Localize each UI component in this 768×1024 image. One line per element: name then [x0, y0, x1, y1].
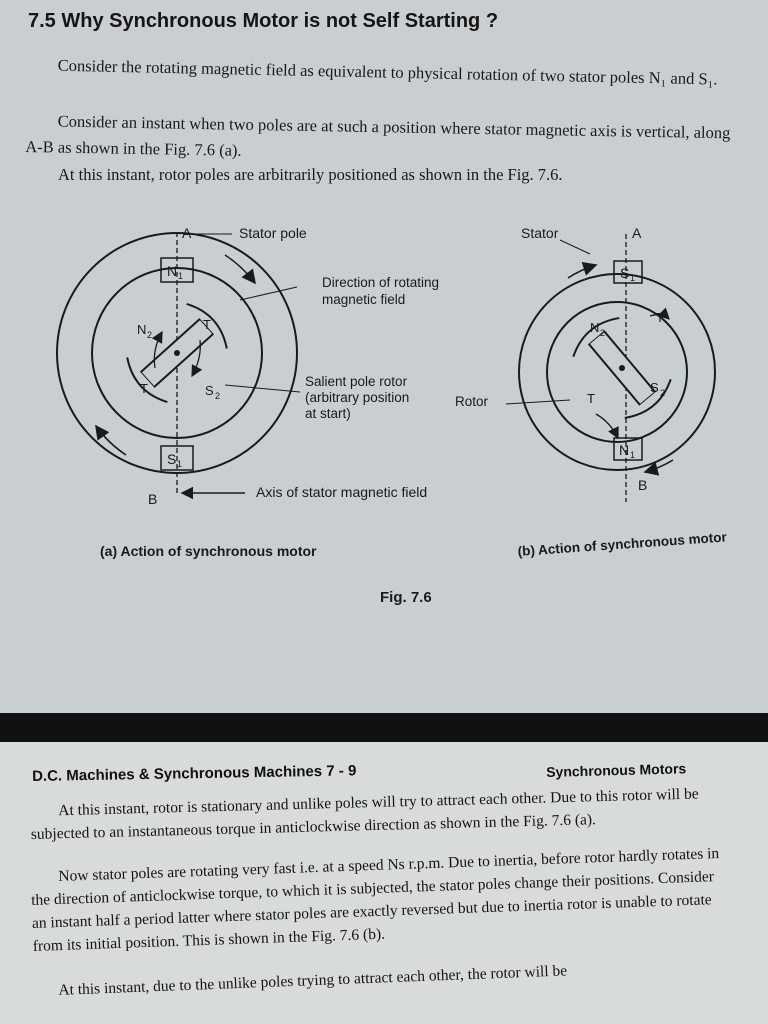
label-salient-3: at start) [305, 406, 351, 421]
sub-n2-b: 2 [600, 328, 606, 338]
field-rotation-arrow-a2 [96, 426, 126, 455]
label-stator: Stator [521, 225, 559, 241]
caption-b: (b) Action of synchronous motor [517, 529, 728, 559]
sub-n1-b: 1 [630, 450, 636, 460]
running-header-left: D.C. Machines & Synchronous Machines 7 - 9 [32, 762, 357, 785]
diagram-a [57, 225, 439, 507]
label-rotor: Rotor [455, 394, 489, 409]
label-a-right: A [632, 225, 642, 241]
page-gap [0, 713, 768, 742]
rotor-centre-a [174, 350, 180, 356]
field-rotation-arrow-b2 [645, 460, 673, 472]
figure-7-6 [0, 200, 768, 620]
label-t2-a: T [140, 381, 148, 396]
sub-n1-a: 1 [178, 271, 184, 281]
label-stator-pole: Stator pole [239, 225, 307, 241]
bottom-paragraph-3: At this instant, due to the unlike poles trying to attract each other, the rotor will be [58, 962, 568, 999]
paragraph-1: Consider the rotating magnetic field as equivalent to physical rotation of two stator poles N₁ and S₁. [57, 55, 718, 89]
sub-n2-a: 2 [147, 330, 153, 340]
bottom-paragraph-2: Now stator poles are rotating very fast i.e. at a speed Ns r.p.m. Due to inertia, before rotor hardly rotates in the direction of anticlockwise torque, to which it is subjected, the stator poles change their positions. Consider an instant half a period latter where stator poles are exactly reversed but due to inertia rotor is unable to rotate from its initial position. This is shown in the Fig. 7.6 (b). [30, 844, 720, 955]
bottom-paragraph-1: At this instant, rotor is stationary and unlike poles will try to attract each other. Due to this rotor will be subjected to an instantaneous torque in anticlockwise direction as shown in the Fig. 7.6 (a). [30, 785, 699, 843]
sub-s1-a: 1 [177, 459, 183, 469]
sub-s2-b: 2 [660, 388, 666, 398]
section-title: 7.5 Why Synchronous Motor is not Self Starting ? [28, 10, 499, 32]
label-s1-a: S [167, 451, 177, 467]
label-t2-b: T [587, 391, 595, 406]
label-t1-b: T [656, 310, 664, 325]
label-n1-a: N [167, 263, 178, 279]
sub-s1-b: 1 [630, 273, 636, 283]
label-a-left: A [182, 225, 192, 241]
label-salient-2: (arbitrary position [305, 390, 410, 405]
label-b-left: B [148, 491, 158, 507]
paragraph-2: Consider an instant when two poles are at such a position where stator magnetic axis is vertical, along A-B as shown in the Fig. 7.6 (a). [25, 111, 731, 160]
label-s2-a: S [205, 383, 214, 398]
label-s1-b: S [620, 265, 630, 281]
label-b-right: B [638, 477, 648, 493]
bottom-book-page [0, 742, 768, 1024]
diagram-b [455, 225, 715, 502]
field-rotation-arrow-b1 [568, 265, 596, 278]
sub-s2-a: 2 [215, 391, 221, 401]
caption-a: (a) Action of synchronous motor [100, 543, 317, 559]
label-salient-1: Salient pole rotor [305, 374, 408, 389]
rotor-centre-b [619, 365, 625, 371]
label-s2-b: S [650, 380, 659, 395]
paragraph-3: At this instant, rotor poles are arbitrarily positioned as shown in the Fig. 7.6. [58, 165, 563, 184]
label-n1-b: N [619, 442, 630, 458]
label-rotating-field-2: magnetic field [322, 292, 406, 307]
label-axis: Axis of stator magnetic field [256, 484, 428, 500]
label-rotating-field-1: Direction of rotating [322, 275, 440, 290]
figure-number: Fig. 7.6 [380, 589, 432, 606]
label-n2-a: N [137, 322, 147, 337]
torque-arrow-b1 [596, 414, 618, 438]
running-header-right: Synchronous Motors [546, 760, 687, 780]
label-n2-b: N [590, 320, 600, 335]
label-t1-a: T [203, 317, 211, 332]
